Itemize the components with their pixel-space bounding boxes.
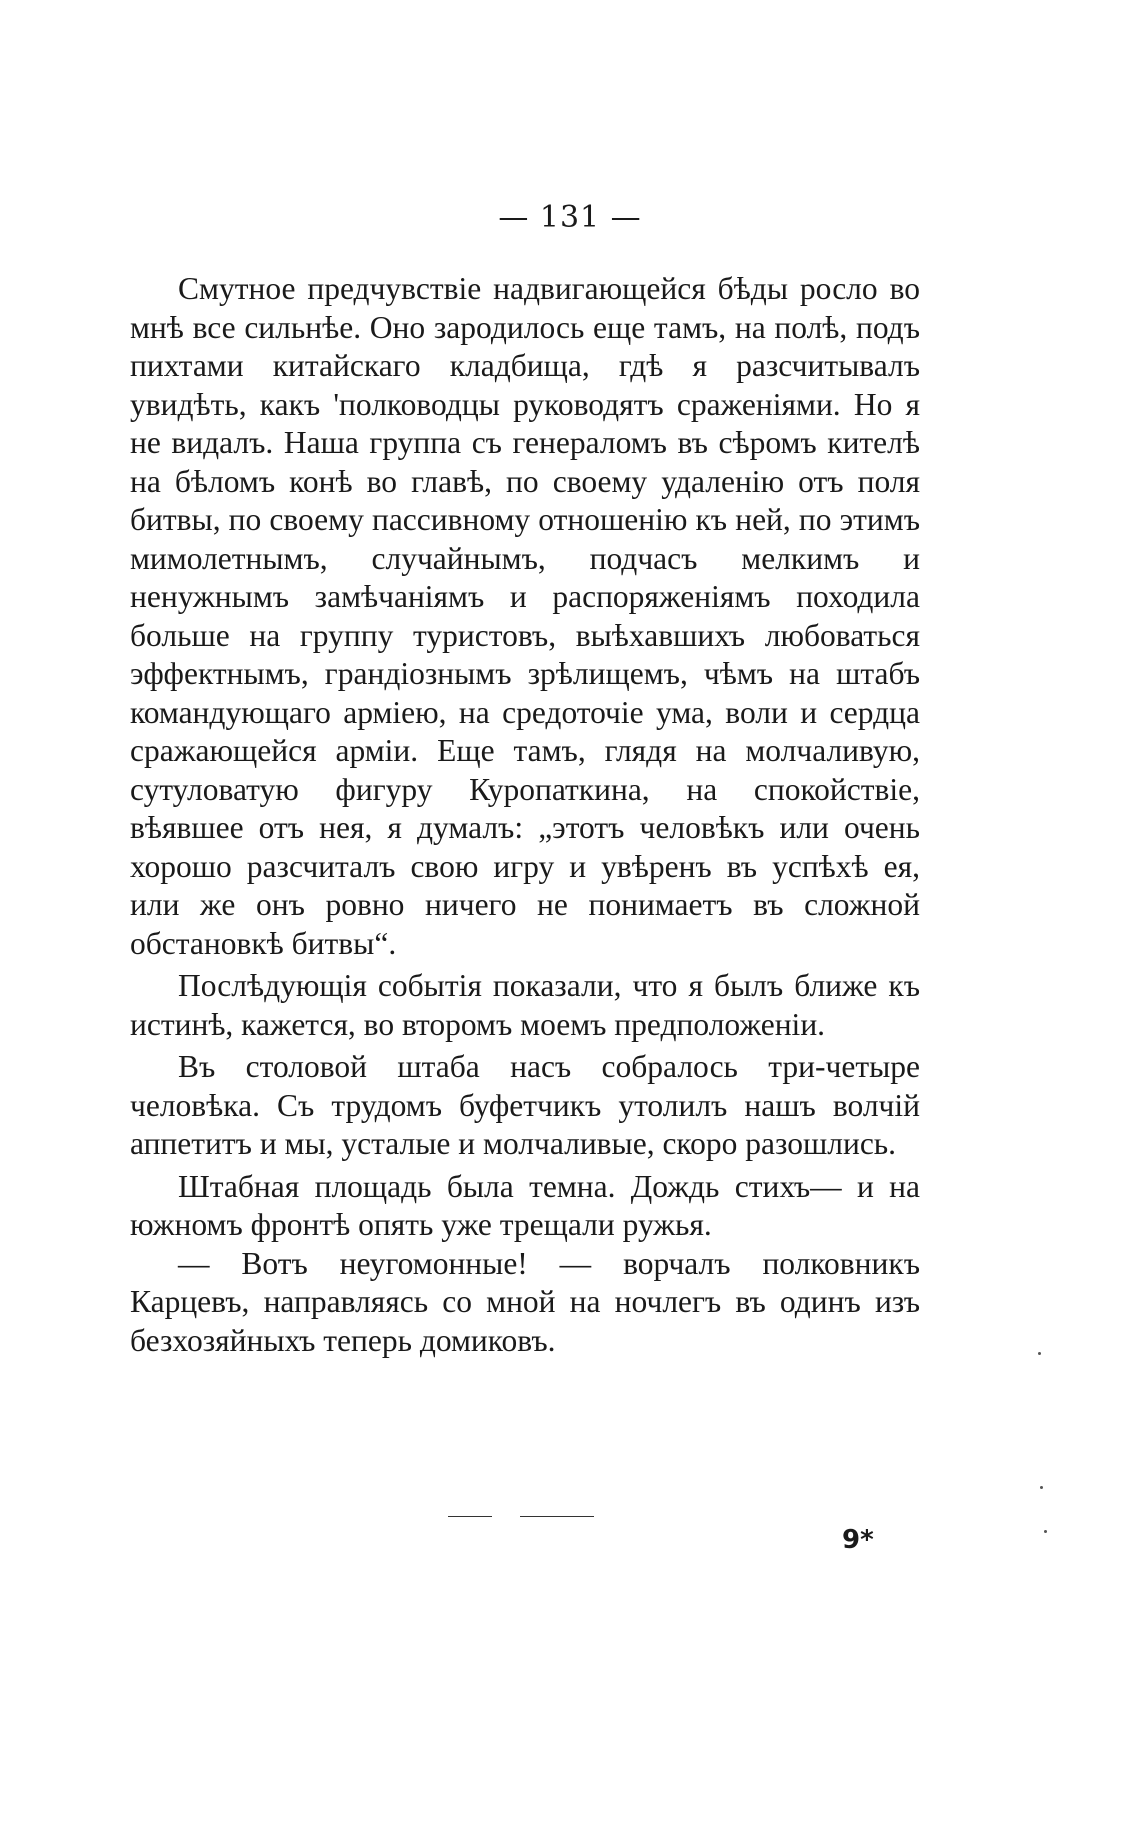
section-separator-right xyxy=(520,1516,594,1517)
paper-speck xyxy=(1044,1530,1047,1533)
section-separator-left xyxy=(448,1516,492,1517)
paper-speck xyxy=(1038,1352,1041,1355)
paragraph-3: Въ столовой штаба насъ собралось три-четыре человѣка. Съ трудомъ буфетчикъ утолилъ нашъ волчій аппетитъ и мы, усталые и молчаливые, скоро разошлись. xyxy=(130,1049,920,1161)
body-text xyxy=(130,270,920,1360)
paragraph-5: — Вотъ неугомонные! — ворчалъ полковникъ Карцевъ, направляясь со мной на ночлегъ въ одинъ изъ безхозяйныхъ теперь домиковъ. xyxy=(130,1245,920,1358)
paragraph-2: Послѣдующія событія показали, что я былъ ближе къ истинѣ, кажется, во второмъ моемъ предположеніи. xyxy=(130,968,920,1042)
paragraph-4: Штабная площадь была темна. Дождь стихъ— и на южномъ фронтѣ опять уже трещали ружья. xyxy=(130,1168,920,1242)
page-number: — 131 — xyxy=(498,200,642,235)
signature-mark: 9* xyxy=(842,1525,874,1555)
paragraph-1: Смутное предчувствіе надвигающейся бѣды росло во мнѣ все сильнѣе. Оно зародилось еще тамъ, на полѣ, подъ пихтами китайскаго кладбища, гдѣ я разсчитывалъ увидѣть, какъ 'полководцы руководятъ сраженіями. Но я не видалъ. Наша группа съ генераломъ въ сѣромъ кителѣ на бѣломъ конѣ во главѣ, по своему удаленію отъ поля битвы, по своему пассивному отношенію къ ней, по этимъ мимолетнымъ, случайнымъ, подчасъ мелкимъ и ненужнымъ замѣчаніямъ и распоряженіямъ походила больше на группу туристовъ, выѣхавшихъ любоваться эффектнымъ, грандіознымъ зрѣлищемъ, чѣмъ на штабъ командующаго арміею, на средоточіе ума, воли и сердца сражающейся арміи. Еще тамъ, глядя на молчаливую, сутуловатую фигуру Куропаткина, на спокойствіе, вѣявшее отъ нея, я думалъ: „этотъ человѣкъ или очень хорошо разсчиталъ свою игру и увѣренъ въ успѣхѣ ея, или же онъ ровно ничего не понимаетъ въ сложной обстановкѣ битвы“. xyxy=(130,271,920,961)
paper-speck xyxy=(1040,1486,1043,1489)
